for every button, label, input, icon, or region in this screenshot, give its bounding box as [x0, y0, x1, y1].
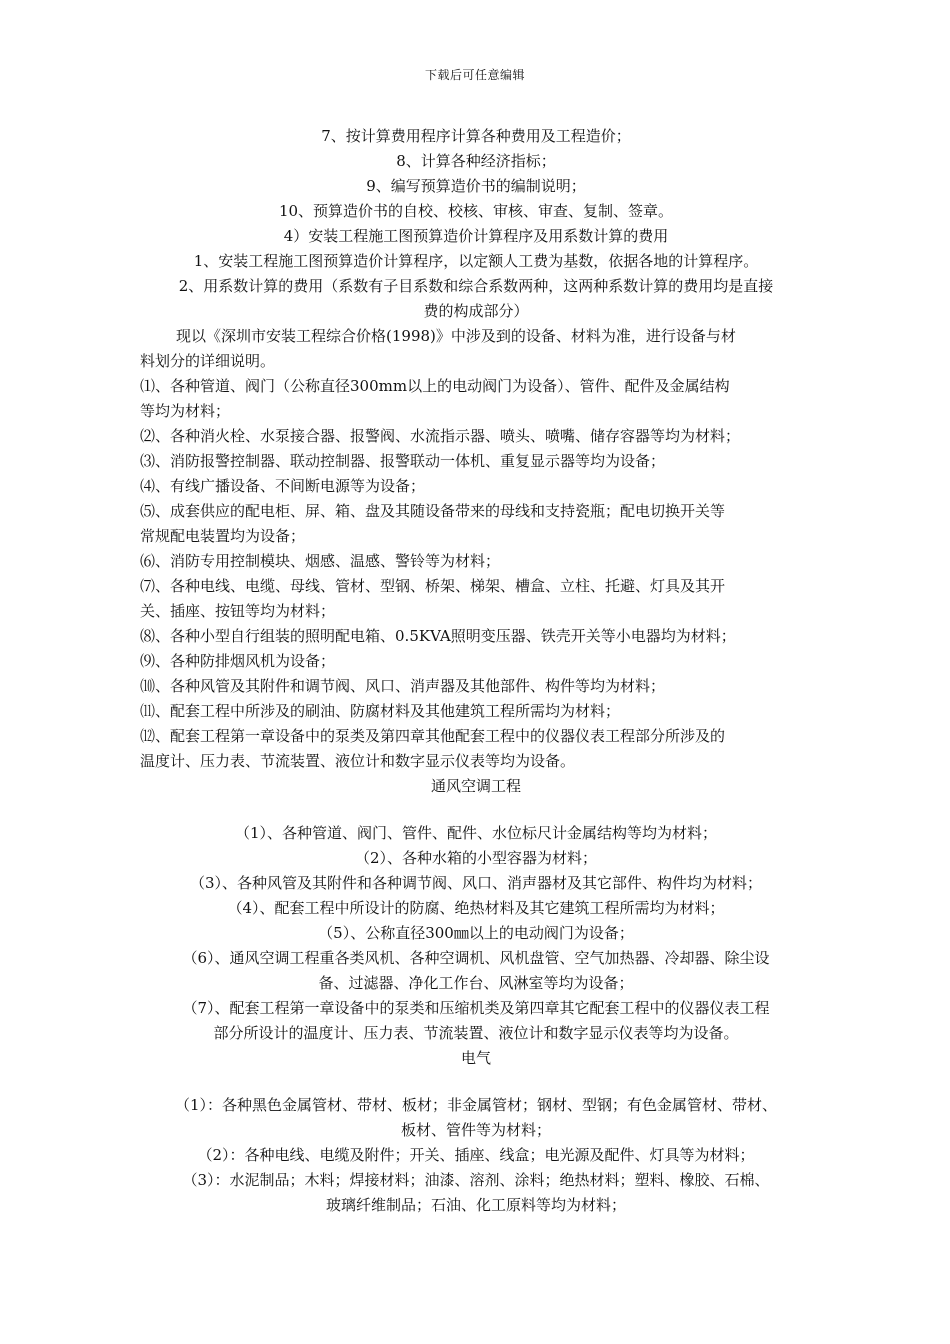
list-item: （1）、各种管道、阀门、管件、配件、水位标尺计金属结构等均为材料； — [234, 824, 718, 842]
list-item: （7）、配套工程第一章设备中的泵类和压缩机类及第四章其它配套工程中的仪器仪表工程 — [182, 999, 770, 1017]
list-item: ⑵、各种消火栓、水泵接合器、报警阀、水流指示器、喷头、喷嘴、储存容器等均为材料； — [140, 427, 741, 445]
list-item: ⑾、配套工程中所涉及的刷油、防腐材料及其他建筑工程所需均为材料； — [140, 702, 621, 720]
list-item: 关、插座、按钮等均为材料； — [140, 602, 336, 620]
list-item: ⑸、成套供应的配电柜、屏、箱、盘及其随设备带来的母线和支持瓷瓶；配电切换开关等 — [140, 502, 726, 520]
list-item: ⑹、消防专用控制模块、烟感、温感、警铃等为材料； — [140, 552, 501, 570]
list-item: （2）、各种水箱的小型容器为材料； — [354, 849, 598, 867]
list-item: （5）、公称直径300㎜以上的电动阀门为设备； — [318, 924, 634, 942]
page-header: 下载后可任意编辑 — [424, 68, 525, 82]
list-item: 玻璃纤维制品；石油、化工原料等均为材料； — [325, 1196, 626, 1214]
text-line: 费的构成部分） — [423, 302, 529, 320]
section-heading: 通风空调工程 — [430, 777, 521, 795]
section-heading: 电气 — [460, 1049, 491, 1067]
text-line: 9、编写预算造价书的编制说明； — [366, 177, 586, 195]
list-item: 常规配电装置均为设备； — [140, 527, 306, 545]
list-item: ⑶、消防报警控制器、联动控制器、报警联动一体机、重复显示器等均为设备； — [140, 452, 666, 470]
document-body — [140, 124, 812, 1218]
list-item: （2）：各种电线、电缆及附件；开关、插座、线盒；电光源及配件、灯具等为材料； — [197, 1146, 755, 1164]
list-item: ⑻、各种小型自行组装的照明配电箱、0.5KVA照明变压器、铁壳开关等小电器均为材料； — [140, 627, 736, 645]
list-item: ⑽、各种风管及其附件和调节阀、风口、消声器及其他部件、构件等均为材料； — [140, 677, 666, 695]
list-item: ⑿、配套工程第一章设备中的泵类及第四章其他配套工程中的仪器仪表工程部分所涉及的 — [140, 727, 726, 745]
text-line: 10、预算造价书的自校、校核、审核、审查、复制、签章。 — [278, 202, 674, 220]
list-item: 部分所设计的温度计、压力表、节流装置、液位计和数字显示仪表等均为设备。 — [213, 1024, 739, 1042]
list-item: 等均为材料； — [140, 402, 231, 420]
list-item: 备、过滤器、净化工作台、风淋室等均为设备； — [318, 974, 634, 992]
paragraph-line: 料划分的详细说明。 — [140, 352, 276, 370]
list-item: （3）、各种风管及其附件和各种调节阀、风口、消声器材及其它部件、构件均为材料； — [189, 874, 763, 892]
text-line: 7、按计算费用程序计算各种费用及工程造价； — [321, 127, 631, 145]
text-line: 2、用系数计算的费用（系数有子目系数和综合系数两种，这两种系数计算的费用均是直接 — [178, 277, 774, 295]
list-item: 温度计、压力表、节流装置、液位计和数字显示仪表等均为设备。 — [140, 752, 576, 770]
spacer — [140, 799, 812, 821]
text-line: 8、计算各种经济指标； — [396, 152, 556, 170]
list-item: ⑺、各种电线、电缆、母线、管材、型钢、桥架、梯架、槽盒、立柱、托避、灯具及其开 — [140, 577, 726, 595]
list-item: （4）、配套工程中所设计的防腐、绝热材料及其它建筑工程所需均为材料； — [227, 899, 725, 917]
list-item: ⑴、各种管道、阀门（公称直径300mm以上的电动阀门为设备）、管件、配件及金属结构 — [140, 377, 730, 395]
text-line: 1、安装工程施工图预算造价计算程序，以定额人工费为基数，依据各地的计算程序。 — [193, 252, 759, 270]
list-item: （1）：各种黑色金属管材、带材、板材；非金属管材；钢材、型钢；有色金属管材、带材、 — [174, 1096, 778, 1114]
paragraph-line: 现以《深圳市安装工程综合价格(1998)》中涉及到的设备、材料为准，进行设备与材 — [176, 327, 736, 345]
list-item: ⑼、各种防排烟风机为设备； — [140, 652, 336, 670]
list-item: （6）、通风空调工程重各类风机、各种空调机、风机盘管、空气加热器、冷却器、除尘设 — [182, 949, 770, 967]
spacer — [140, 1071, 812, 1093]
list-item: 板材、管件等为材料； — [400, 1121, 551, 1139]
list-item: ⑷、有线广播设备、不间断电源等为设备； — [140, 477, 426, 495]
section-heading: 4）安装工程施工图预算造价计算程序及用系数计算的费用 — [283, 227, 669, 245]
list-item: （3）：水泥制品；木料；焊接材料；油漆、溶剂、涂料；绝热材料；塑料、橡胶、石棉、 — [182, 1171, 770, 1189]
